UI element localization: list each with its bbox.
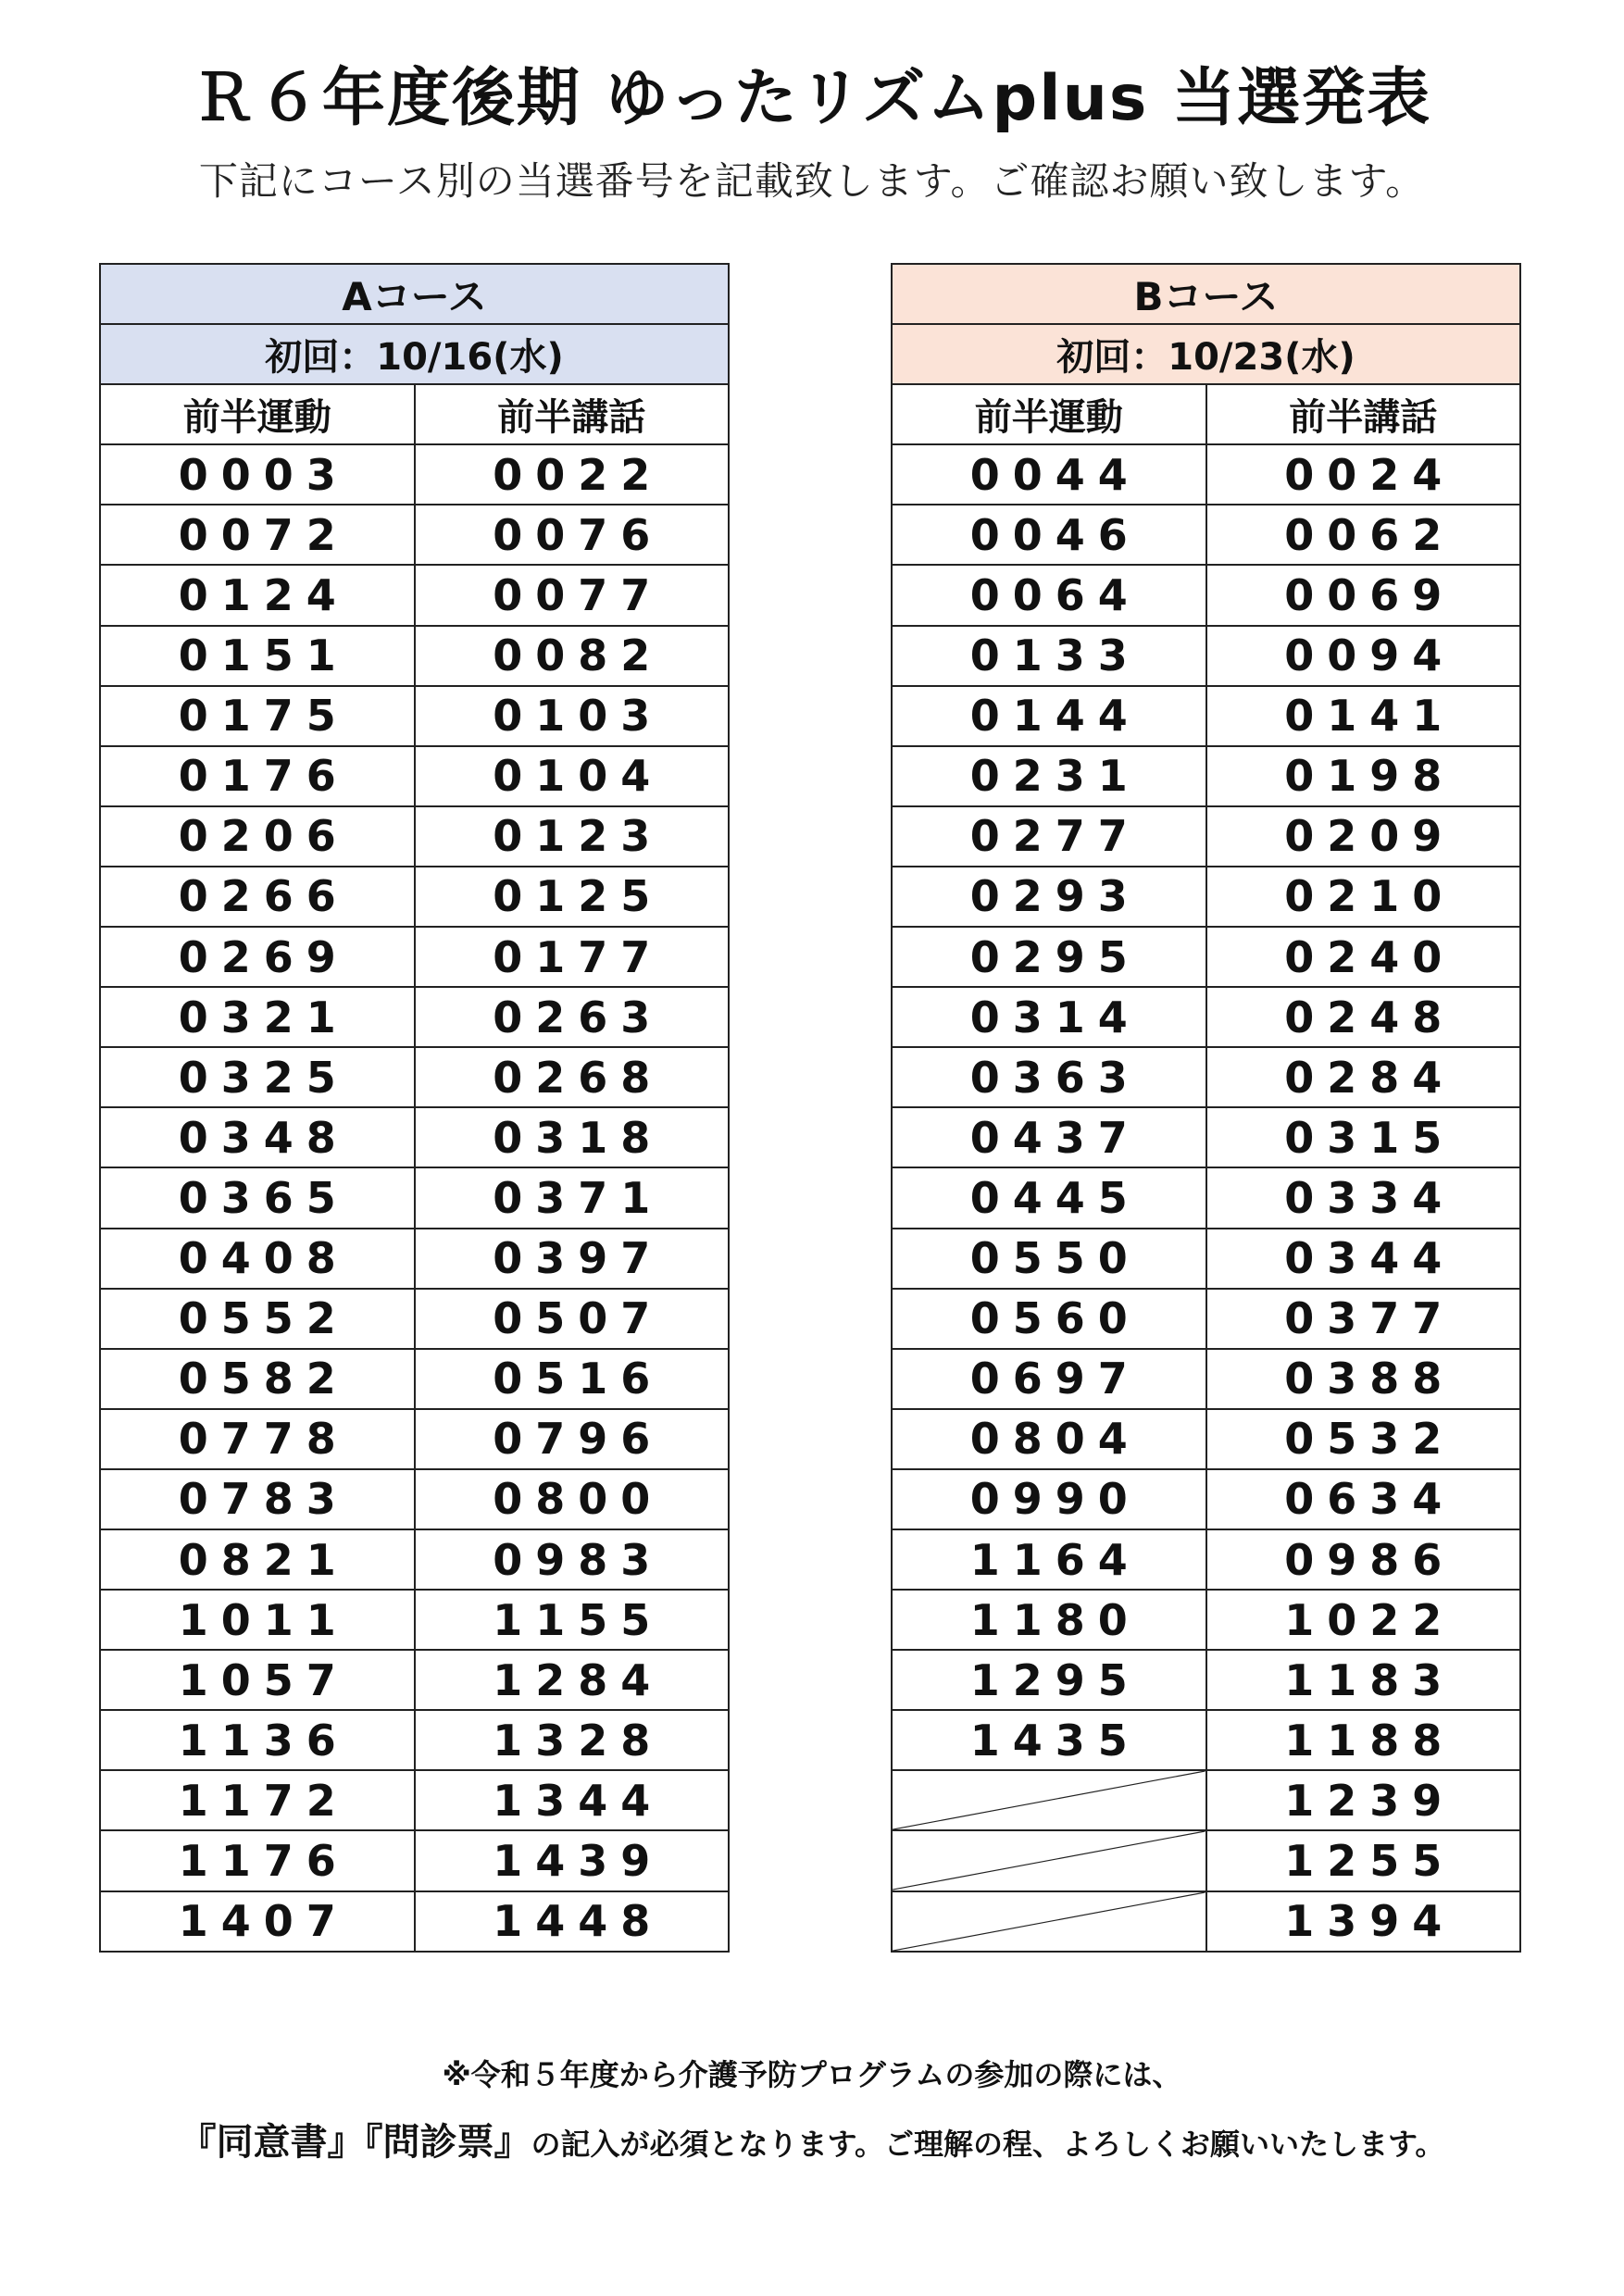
lecture-number-cell: 0318 xyxy=(415,1107,730,1167)
exercise-number-cell: 0266 xyxy=(100,867,415,927)
course-a-col-exercise-header: 前半運動 xyxy=(100,384,415,444)
lecture-number-cell: 1394 xyxy=(1206,1891,1521,1952)
exercise-number-cell: 1172 xyxy=(100,1770,415,1830)
table-row xyxy=(100,626,729,686)
exercise-number-cell: 0321 xyxy=(100,987,415,1047)
lecture-number-cell: 0634 xyxy=(1206,1469,1521,1529)
exercise-number-cell: 0175 xyxy=(100,686,415,746)
exercise-number-cell: 1295 xyxy=(892,1650,1206,1710)
exercise-number-cell: 0550 xyxy=(892,1229,1206,1289)
lecture-number-cell: 1239 xyxy=(1206,1770,1521,1830)
exercise-number-cell: 0697 xyxy=(892,1349,1206,1409)
table-row xyxy=(892,1047,1520,1107)
table-row xyxy=(100,1107,729,1167)
table-row xyxy=(892,1650,1520,1710)
exercise-number-cell: 0560 xyxy=(892,1289,1206,1349)
lecture-number-cell: 1188 xyxy=(1206,1710,1521,1770)
course-a-title: Aコース xyxy=(100,264,729,324)
lecture-number-cell: 0123 xyxy=(415,806,730,867)
table-row xyxy=(100,1047,729,1107)
empty-slash-mark xyxy=(893,1771,1206,1829)
exercise-number-cell: 0582 xyxy=(100,1349,415,1409)
exercise-number-cell: 0552 xyxy=(100,1289,415,1349)
table-row xyxy=(100,806,729,867)
exercise-number-cell: 0295 xyxy=(892,927,1206,987)
exercise-number-cell: 0144 xyxy=(892,686,1206,746)
course-a-rows xyxy=(100,444,729,1951)
exercise-number-cell: 0778 xyxy=(100,1409,415,1469)
exercise-number-cell: 0437 xyxy=(892,1107,1206,1167)
table-row xyxy=(100,1891,729,1952)
exercise-number-cell: 1180 xyxy=(892,1590,1206,1650)
course-a-col-lecture-header: 前半講話 xyxy=(415,384,730,444)
lecture-number-cell: 1155 xyxy=(415,1590,730,1650)
table-row xyxy=(100,1409,729,1469)
exercise-number-cell: 0072 xyxy=(100,505,415,565)
table-row xyxy=(100,1469,729,1529)
exercise-number-cell: 0044 xyxy=(892,444,1206,505)
notice-questionnaire: 『問診票』 xyxy=(364,2121,531,2164)
exercise-number-cell: 0133 xyxy=(892,626,1206,686)
lecture-number-cell: 1284 xyxy=(415,1650,730,1710)
exercise-number-cell: 0206 xyxy=(100,806,415,867)
course-b-rows xyxy=(892,444,1520,1951)
lecture-number-cell: 0377 xyxy=(1206,1289,1521,1349)
exercise-number-cell: 1011 xyxy=(100,1590,415,1650)
exercise-number-cell: 0408 xyxy=(100,1229,415,1289)
table-row xyxy=(892,1891,1520,1952)
course-b-col-lecture-header: 前半講話 xyxy=(1206,384,1521,444)
lecture-number-cell: 0334 xyxy=(1206,1167,1521,1228)
exercise-number-cell: 0821 xyxy=(100,1529,415,1590)
course-b-col-exercise-header: 前半運動 xyxy=(892,384,1206,444)
exercise-number-cell: 0277 xyxy=(892,806,1206,867)
table-row xyxy=(100,1229,729,1289)
lecture-number-cell: 0388 xyxy=(1206,1349,1521,1409)
table-row xyxy=(100,1590,729,1650)
lecture-number-cell: 0983 xyxy=(415,1529,730,1590)
lecture-number-cell: 1183 xyxy=(1206,1650,1521,1710)
notice-line-2-text: の記入が必須となります。ご理解の程、よろしくお願いいたします。 xyxy=(531,2127,1445,2162)
exercise-number-cell: 0176 xyxy=(100,746,415,806)
notice-line-1: ※令和５年度から介護予防プログラムの参加の際には、 xyxy=(442,2057,1182,2092)
lecture-number-cell: 0516 xyxy=(415,1349,730,1409)
table-row xyxy=(100,1710,729,1770)
table-row xyxy=(892,1710,1520,1770)
exercise-number-cell: 1136 xyxy=(100,1710,415,1770)
lecture-number-cell: 0209 xyxy=(1206,806,1521,867)
lecture-number-cell: 0397 xyxy=(415,1229,730,1289)
table-row xyxy=(892,1529,1520,1590)
lecture-number-cell: 0125 xyxy=(415,867,730,927)
table-row xyxy=(100,686,729,746)
course-b-table xyxy=(891,263,1521,1953)
lecture-number-cell: 0198 xyxy=(1206,746,1521,806)
table-row xyxy=(892,867,1520,927)
lecture-number-cell: 0076 xyxy=(415,505,730,565)
exercise-number-cell: 1164 xyxy=(892,1529,1206,1590)
exercise-number-cell: 1176 xyxy=(100,1830,415,1890)
lecture-number-cell: 0248 xyxy=(1206,987,1521,1047)
lecture-number-cell: 0268 xyxy=(415,1047,730,1107)
table-row xyxy=(100,927,729,987)
exercise-number-cell: 0348 xyxy=(100,1107,415,1167)
empty-slash-mark xyxy=(893,1831,1206,1890)
page-title: Ｒ６年度後期 ゆったリズムplus 当選発表 xyxy=(192,62,1432,135)
exercise-number-cell: 0365 xyxy=(100,1167,415,1228)
lecture-number-cell: 0344 xyxy=(1206,1229,1521,1289)
exercise-number-cell: 0325 xyxy=(100,1047,415,1107)
empty-cell xyxy=(892,1891,1206,1952)
lecture-number-cell: 0062 xyxy=(1206,505,1521,565)
table-row xyxy=(100,1650,729,1710)
lecture-number-cell: 0104 xyxy=(415,746,730,806)
lecture-number-cell: 1439 xyxy=(415,1830,730,1890)
exercise-number-cell: 0990 xyxy=(892,1469,1206,1529)
table-row xyxy=(892,1167,1520,1228)
exercise-number-cell: 0046 xyxy=(892,505,1206,565)
course-b-title: Bコース xyxy=(892,264,1520,324)
lecture-number-cell: 0986 xyxy=(1206,1529,1521,1590)
lecture-number-cell: 1022 xyxy=(1206,1590,1521,1650)
lecture-number-cell: 0177 xyxy=(415,927,730,987)
notice-line-2 xyxy=(0,2115,1624,2177)
table-row xyxy=(100,1167,729,1228)
page-subtitle: 下記にコース別の当選番号を記載致します。ご確認お願い致します。 xyxy=(198,158,1426,204)
exercise-number-cell: 0293 xyxy=(892,867,1206,927)
exercise-number-cell: 0445 xyxy=(892,1167,1206,1228)
table-row xyxy=(100,1830,729,1890)
lecture-number-cell: 0141 xyxy=(1206,686,1521,746)
lecture-number-cell: 0371 xyxy=(415,1167,730,1228)
table-row xyxy=(892,686,1520,746)
table-row xyxy=(100,867,729,927)
lecture-number-cell: 0022 xyxy=(415,444,730,505)
course-b-date: 初回：10/23(水) xyxy=(892,324,1520,384)
lecture-number-cell: 0094 xyxy=(1206,626,1521,686)
exercise-number-cell: 0314 xyxy=(892,987,1206,1047)
lecture-number-cell: 0103 xyxy=(415,686,730,746)
table-row xyxy=(100,505,729,565)
exercise-number-cell: 0124 xyxy=(100,565,415,625)
course-a-date: 初回：10/16(水) xyxy=(100,324,729,384)
table-row xyxy=(892,1830,1520,1890)
table-row xyxy=(892,626,1520,686)
lecture-number-cell: 1328 xyxy=(415,1710,730,1770)
exercise-number-cell: 0151 xyxy=(100,626,415,686)
table-row xyxy=(892,565,1520,625)
exercise-number-cell: 0783 xyxy=(100,1469,415,1529)
lecture-number-cell: 1255 xyxy=(1206,1830,1521,1890)
lecture-number-cell: 0507 xyxy=(415,1289,730,1349)
lecture-number-cell: 0082 xyxy=(415,626,730,686)
exercise-number-cell: 0064 xyxy=(892,565,1206,625)
table-row xyxy=(892,987,1520,1047)
lecture-number-cell: 0800 xyxy=(415,1469,730,1529)
exercise-number-cell: 1435 xyxy=(892,1710,1206,1770)
table-row xyxy=(100,987,729,1047)
table-row xyxy=(892,1349,1520,1409)
lecture-number-cell: 0796 xyxy=(415,1409,730,1469)
exercise-number-cell: 0363 xyxy=(892,1047,1206,1107)
exercise-number-cell: 0269 xyxy=(100,927,415,987)
exercise-number-cell: 0804 xyxy=(892,1409,1206,1469)
exercise-number-cell: 1057 xyxy=(100,1650,415,1710)
lecture-number-cell: 0240 xyxy=(1206,927,1521,987)
lecture-number-cell: 1448 xyxy=(415,1891,730,1952)
lecture-number-cell: 0532 xyxy=(1206,1409,1521,1469)
course-a-table xyxy=(99,263,730,1953)
table-row xyxy=(892,746,1520,806)
lecture-number-cell: 1344 xyxy=(415,1770,730,1830)
table-row xyxy=(892,1229,1520,1289)
lecture-number-cell: 0077 xyxy=(415,565,730,625)
table-row xyxy=(892,1107,1520,1167)
table-row xyxy=(892,927,1520,987)
table-row xyxy=(100,565,729,625)
table-row xyxy=(892,1409,1520,1469)
lecture-number-cell: 0024 xyxy=(1206,444,1521,505)
exercise-number-cell: 0003 xyxy=(100,444,415,505)
exercise-number-cell: 1407 xyxy=(100,1891,415,1952)
table-row xyxy=(892,505,1520,565)
table-row xyxy=(100,1529,729,1590)
lecture-number-cell: 0069 xyxy=(1206,565,1521,625)
empty-cell xyxy=(892,1770,1206,1830)
lecture-number-cell: 0284 xyxy=(1206,1047,1521,1107)
notice-consent-form: 『同意書』 xyxy=(179,2121,365,2164)
lecture-number-cell: 0315 xyxy=(1206,1107,1521,1167)
table-row xyxy=(892,444,1520,505)
table-row xyxy=(100,746,729,806)
table-row xyxy=(100,1349,729,1409)
empty-slash-mark xyxy=(893,1892,1206,1951)
empty-cell xyxy=(892,1830,1206,1890)
table-row xyxy=(892,806,1520,867)
table-row xyxy=(100,1289,729,1349)
table-row xyxy=(892,1590,1520,1650)
lecture-number-cell: 0210 xyxy=(1206,867,1521,927)
exercise-number-cell: 0231 xyxy=(892,746,1206,806)
table-row xyxy=(100,444,729,505)
lecture-number-cell: 0263 xyxy=(415,987,730,1047)
table-row xyxy=(892,1469,1520,1529)
table-row xyxy=(892,1770,1520,1830)
table-row xyxy=(892,1289,1520,1349)
table-row xyxy=(100,1770,729,1830)
